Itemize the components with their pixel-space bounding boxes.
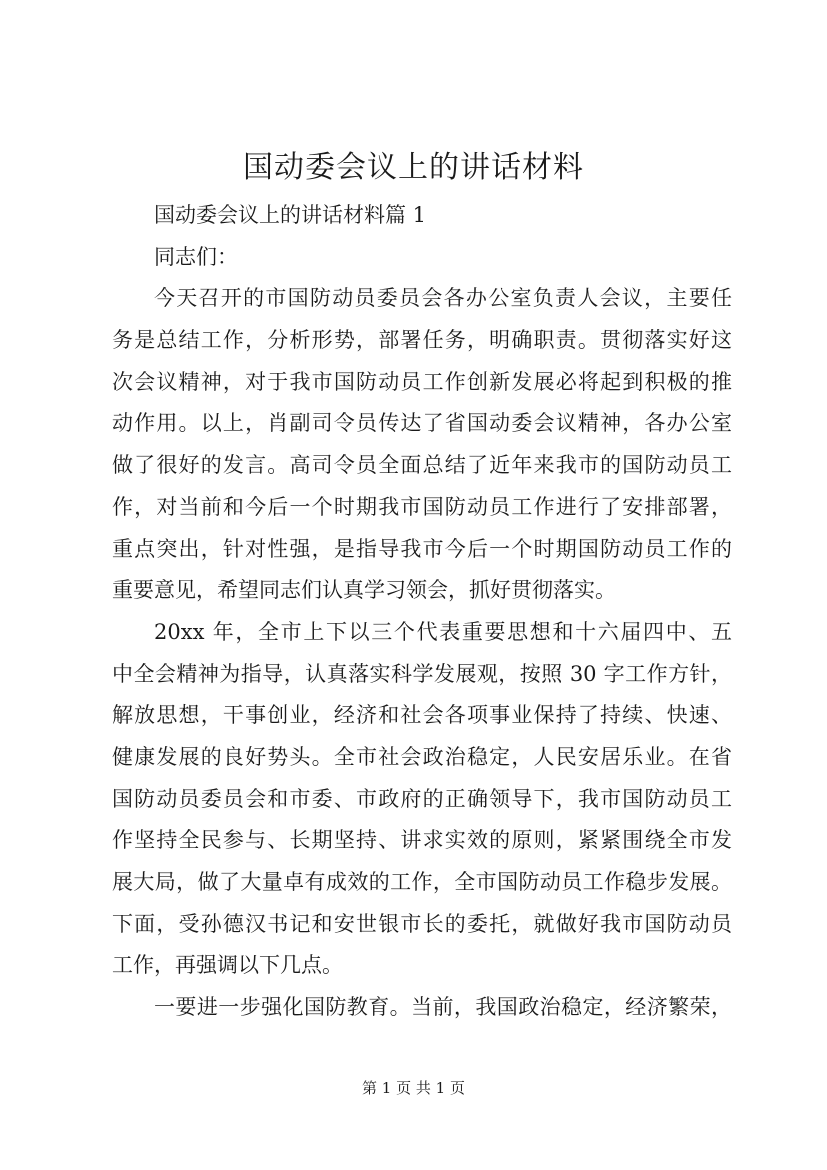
paragraph-line: 展大局，做了大量卓有成效的工作，全市国防动员工作稳步发展。 <box>112 870 732 894</box>
paragraph-line: 下面，受孙德汉书记和安世银市长的委托，就做好我市国防动员 <box>112 912 732 936</box>
paragraph-line: 今天召开的市国防动员委员会各办公室负责人会议，主要任 <box>154 286 732 310</box>
paragraph-line: 做了很好的发言。高司令员全面总结了近年来我市的国防动员工 <box>112 453 732 477</box>
paragraph-line: 20xx 年，全市上下以三个代表重要思想和十六届四中、五 <box>154 620 732 644</box>
document-title: 国动委会议上的讲话材料 <box>243 150 584 185</box>
paragraph-line: 重要意见，希望同志们认真学习领会，抓好贯彻落实。 <box>112 578 616 602</box>
paragraph-line: 国防动员委员会和市委、市政府的正确领导下，我市国防动员工 <box>112 787 732 811</box>
paragraph-line: 一要进一步强化国防教育。当前，我国政治稳定，经济繁荣， <box>154 995 732 1019</box>
document-subtitle: 国动委会议上的讲话材料篇 1 <box>154 203 427 227</box>
paragraph-line: 作坚持全民参与、长期坚持、讲求实效的原则，紧紧围绕全市发 <box>112 828 732 852</box>
paragraph-line: 次会议精神，对于我市国防动员工作创新发展必将起到积极的推 <box>112 370 732 394</box>
paragraph-line: 作，对当前和今后一个时期我市国防动员工作进行了安排部署， <box>112 495 732 519</box>
paragraph-line: 重点突出，针对性强，是指导我市今后一个时期国防动员工作的 <box>112 537 732 561</box>
paragraph-line: 健康发展的良好势头。全市社会政治稳定，人民安居乐业。在省 <box>112 745 732 769</box>
paragraph-line: 工作，再强调以下几点。 <box>112 953 343 977</box>
paragraph-line: 解放思想，干事创业，经济和社会各项事业保持了持续、快速、 <box>112 703 732 727</box>
salutation: 同志们： <box>154 245 238 269</box>
paragraph-line: 务是总结工作，分析形势，部署任务，明确职责。贯彻落实好这 <box>112 328 732 352</box>
page-footer: 第 1 页 共 1 页 <box>362 1079 465 1097</box>
paragraph-line: 动作用。以上，肖副司令员传达了省国动委会议精神，各办公室 <box>112 411 732 435</box>
paragraph-line: 中全会精神为指导，认真落实科学发展观，按照 30 字工作方针， <box>112 662 732 686</box>
